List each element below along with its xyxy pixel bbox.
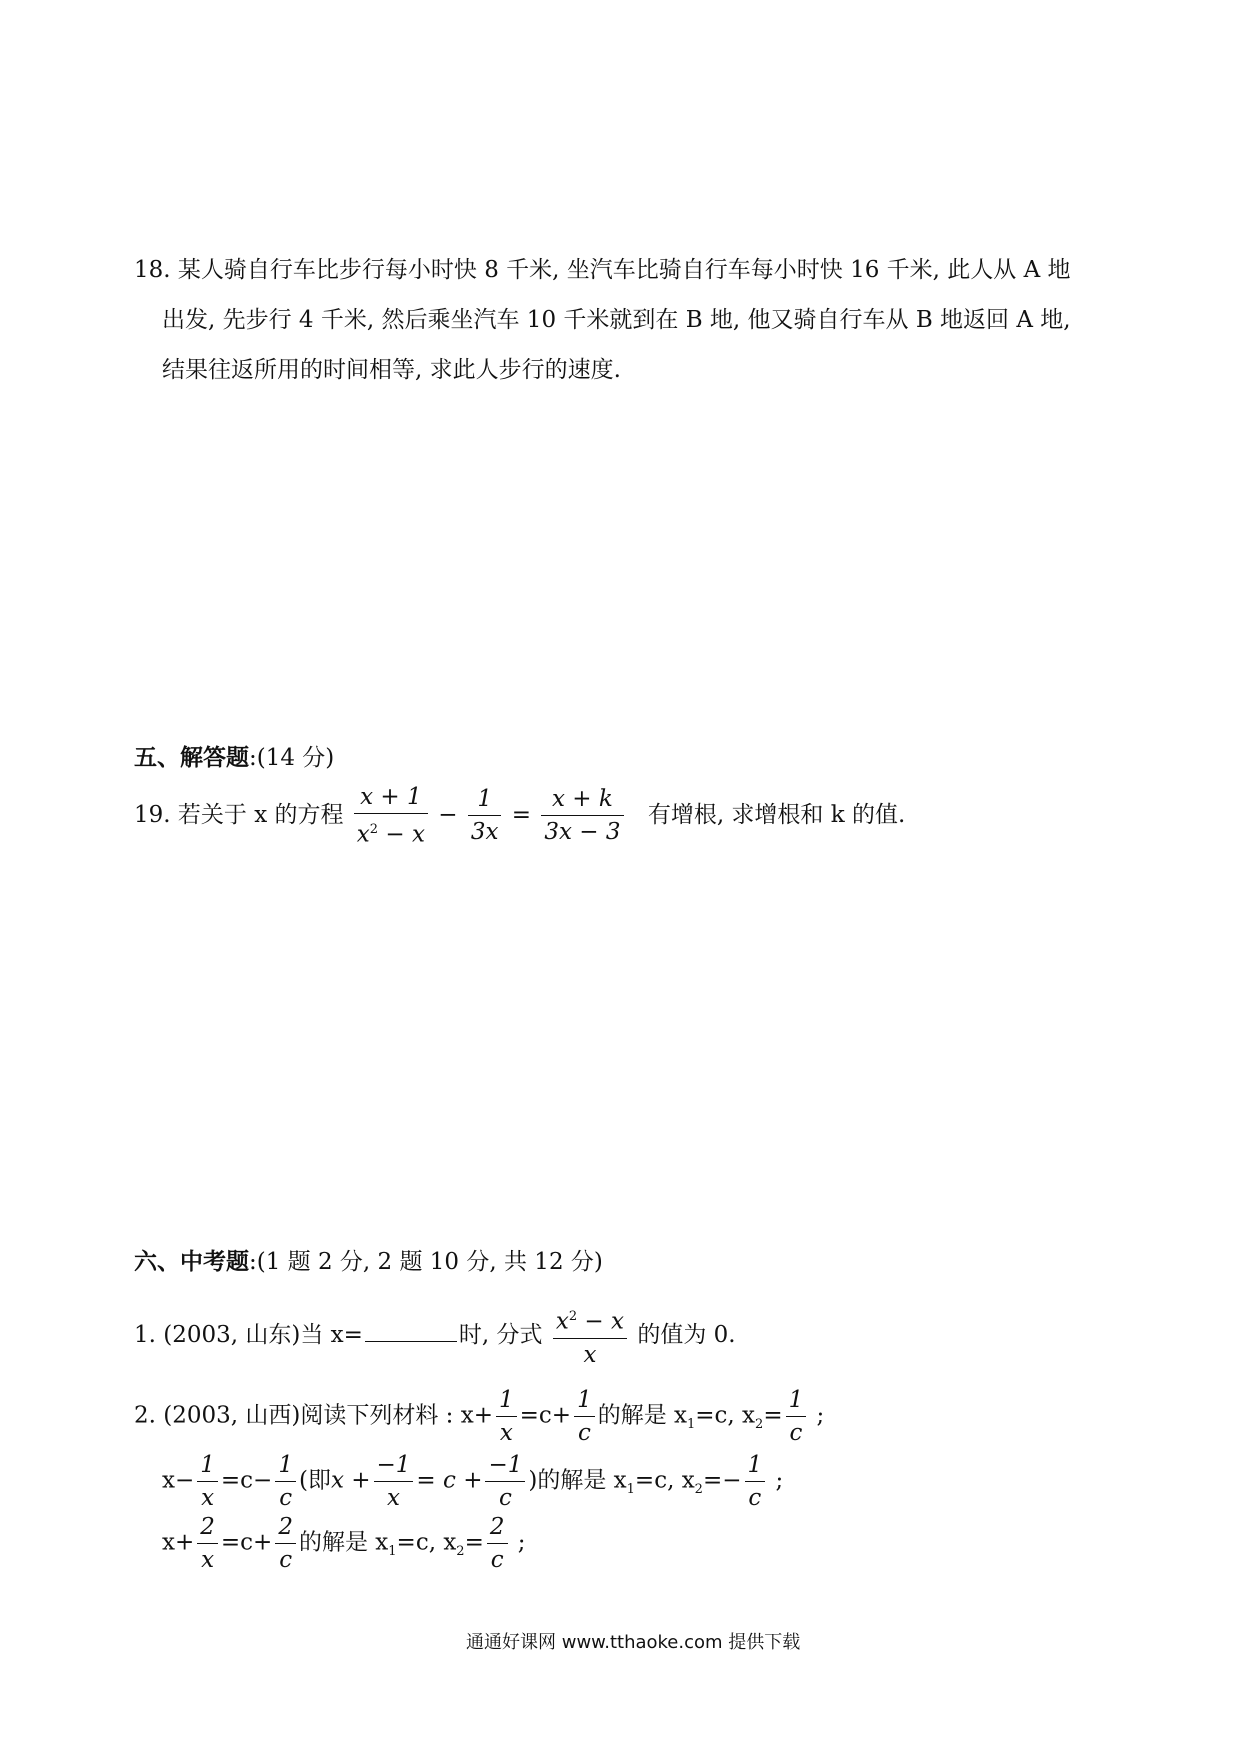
q19-fraction-1 (354, 783, 428, 849)
section-six-title: 六、中考题 (134, 1248, 249, 1275)
problem-2-line-3: x+ $\frac{2}{x}$ =c+ $\frac{2}{c}$ 的解是 $x_1=c$, $x_2=$ $\frac{2}{c}$ ; (162, 1514, 526, 1573)
problem-1-suffix: 的值为 0. (637, 1321, 736, 1348)
section-five-points: :(14 分) (249, 745, 335, 771)
p2b-fraction-5: $\frac{1}{c}$ (745, 1451, 766, 1512)
problem-1-denominator: x (583, 1341, 597, 1368)
q19-equals: = (511, 801, 532, 828)
q19-prefix: 19. 若关于 x 的方程 (134, 801, 344, 828)
p2b-prefix: x− (162, 1467, 195, 1494)
problem-1-numerator: $x^2 - x$ (553, 1303, 627, 1339)
problem-1-fraction (553, 1303, 627, 1369)
q18-line2: 出发, 先步行 4 千米, 然后乘坐汽车 10 千米就到在 B 地, 他又骑自行车从 B 地返回 A 地, (162, 307, 1071, 333)
q19-fraction-2 (468, 785, 502, 846)
problem-1-prefix: 1. (2003, 山东)当 x= (134, 1321, 363, 1348)
p2b-fraction-2: $\frac{1}{c}$ (275, 1451, 296, 1512)
page-footer: 通通好课网 www.tthaoke.com 提供下载 (466, 1632, 801, 1653)
q19-f2-denominator: 3x (470, 819, 499, 846)
p2b-fraction-1: $\frac{1}{x}$ (197, 1451, 218, 1512)
p2a-prefix: 2. (2003, 山西)阅读下列材料 : x+ (134, 1402, 493, 1429)
p2c-fraction-1: $\frac{2}{x}$ (197, 1513, 218, 1574)
q19-suffix: 有增根, 求增根和 k 的值. (647, 801, 906, 828)
p2a-fraction-2: $\frac{1}{c}$ (574, 1386, 595, 1447)
p2a-solution: 的解是 x (597, 1402, 687, 1429)
p2c-prefix: x+ (162, 1529, 195, 1556)
problem-1 (134, 1303, 736, 1369)
section-six-heading (134, 1242, 603, 1282)
q19-minus: − (438, 801, 458, 828)
q19 (134, 783, 905, 849)
p2c-fraction-2: $\frac{2}{c}$ (275, 1513, 296, 1574)
section-six-points: :(1 题 2 分, 2 题 10 分, 共 12 分) (249, 1249, 603, 1275)
p2a-fraction-3: $\frac{1}{c}$ (786, 1386, 807, 1447)
p2b-fraction-4: $\frac{-1}{c}$ (485, 1451, 525, 1512)
q19-f2-numerator: 1 (468, 785, 502, 816)
q18-line1: 18. 某人骑自行车比步行每小时快 8 千米, 坐汽车比骑自行车每小时快 16 千米, 此人从 A 地 (134, 257, 1071, 283)
q19-fraction-3 (541, 785, 623, 846)
q19-f1-numerator: x + 1 (354, 783, 428, 814)
q19-f1-denominator: $x^2 - x$ (356, 821, 425, 848)
section-five-title: 五、解答题 (134, 744, 249, 771)
p2b-fraction-3: $\frac{-1}{x}$ (374, 1451, 414, 1512)
p2a-mid: =c+ (519, 1402, 572, 1429)
section-five-heading (134, 738, 334, 778)
problem-2-line-1: 2. (2003, 山西)阅读下列材料 : x+ $\frac{1}{x}$ =c+ $\frac{1}{c}$ 的解是 $x_1=c$, $x_2=$ $\frac{1}{c}$ ; (134, 1387, 825, 1446)
p2c-fraction-3: $\frac{2}{c}$ (487, 1513, 508, 1574)
q18-line3: 结果往返所用的时间相等, 求此人步行的速度. (162, 357, 621, 383)
q19-f3-numerator: x + k (541, 785, 623, 816)
problem-1-mid: 时, 分式 (458, 1321, 543, 1348)
p2a-fraction-1: $\frac{1}{x}$ (496, 1386, 517, 1447)
q19-f3-denominator: 3x − 3 (544, 819, 621, 846)
problem-2-line-2: x− $\frac{1}{x}$ =c− $\frac{1}{c}$ (即x + $\frac{-1}{x}$ = c + $\frac{-1}{c}$ )的解是 $x_1=c$, $x_2=-$ $\frac{1}{c}$ ; (162, 1452, 784, 1511)
answer-blank[interactable] (365, 1319, 457, 1342)
